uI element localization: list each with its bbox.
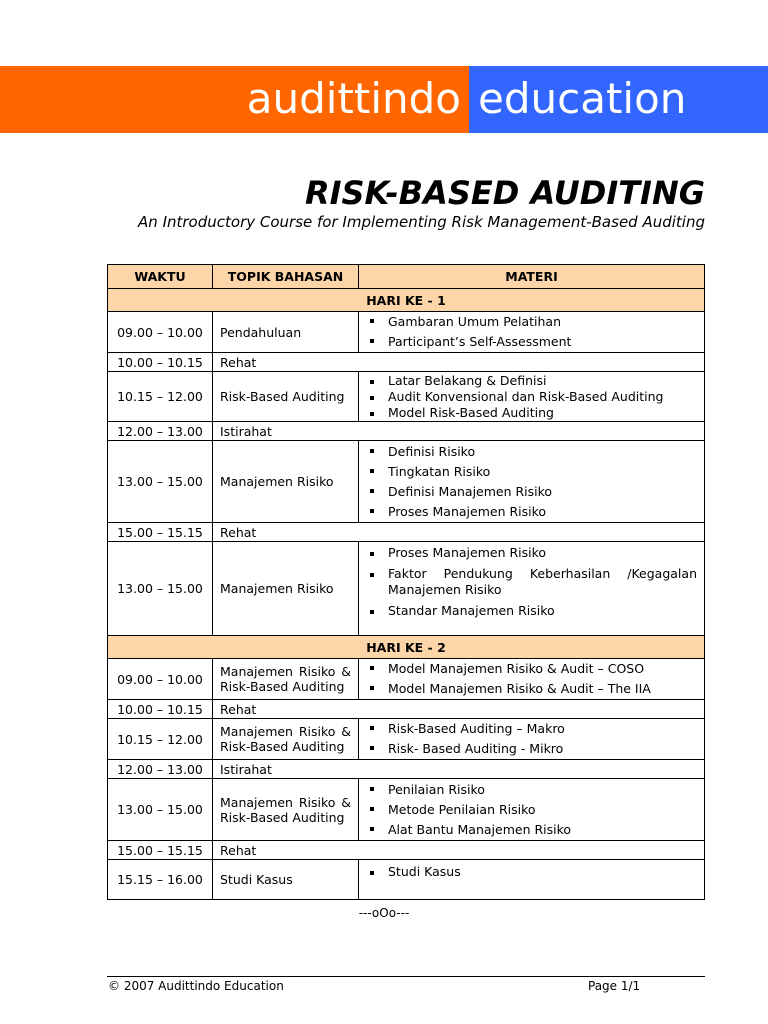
table-row [108,372,705,422]
table-row [108,422,705,441]
topic-cell: Pendahuluan [213,312,359,353]
table-row [108,523,705,542]
time-cell: 09.00 – 10.00 [108,659,213,700]
topic-cell: Rehat [213,523,705,542]
time-cell: 13.00 – 15.00 [108,542,213,636]
column-header-waktu: WAKTU [108,265,213,289]
topic-cell: Rehat [213,353,705,372]
materi-cell [359,860,705,900]
time-cell: 13.00 – 15.00 [108,441,213,523]
topic-cell: Manajemen Risiko & Risk-Based Auditing [213,659,359,700]
materi-item: Risk- Based Auditing - Mikro [366,739,697,759]
table-row [108,353,705,372]
time-cell: 10.00 – 10.15 [108,353,213,372]
topic-cell: Rehat [213,700,705,719]
time-cell: 10.15 – 12.00 [108,372,213,422]
time-cell: 10.15 – 12.00 [108,719,213,760]
topic-cell: Studi Kasus [213,860,359,900]
table-row [108,841,705,860]
brand-name-right: education [478,74,687,123]
materi-cell [359,542,705,636]
materi-item: Penilaian Risiko [366,780,697,800]
materi-item: Definisi Risiko [366,442,697,462]
table-row [108,542,705,636]
materi-item: Risk-Based Auditing – Makro [366,719,697,739]
time-cell: 10.00 – 10.15 [108,700,213,719]
materi-item: Definisi Manajemen Risiko [366,482,697,502]
materi-item: Model Risk-Based Auditing [366,405,697,421]
table-row [108,860,705,900]
materi-item: Proses Manajemen Risiko [366,545,697,561]
table-row [108,441,705,523]
materi-item: Participant’s Self-Assessment [366,332,697,352]
topic-cell: Manajemen Risiko & Risk-Based Auditing [213,779,359,841]
topic-cell: Manajemen Risiko [213,441,359,523]
topic-cell: Manajemen Risiko [213,542,359,636]
table-row [108,779,705,841]
materi-cell [359,779,705,841]
day-1-header: HARI KE - 1 [108,289,705,312]
materi-item: Metode Penilaian Risiko [366,800,697,820]
time-cell: 13.00 – 15.00 [108,779,213,841]
time-cell: 12.00 – 13.00 [108,760,213,779]
time-cell: 09.00 – 10.00 [108,312,213,353]
column-header-topik: TOPIK BAHASAN [213,265,359,289]
document-title: RISK-BASED AUDITING [304,174,705,212]
materi-item: Gambaran Umum Pelatihan [366,312,697,332]
materi-cell [359,659,705,700]
time-cell: 15.00 – 15.15 [108,841,213,860]
materi-item: Alat Bantu Manajemen Risiko [366,820,697,840]
topic-cell: Istirahat [213,760,705,779]
footer-divider [107,976,705,977]
materi-item: Latar Belakang & Definisi [366,373,697,389]
table-row [108,700,705,719]
materi-item: Proses Manajemen Risiko [366,502,697,522]
schedule-table [107,264,705,900]
end-mark: ---oOo--- [358,906,410,920]
materi-item: Model Manajemen Risiko & Audit – The IIA [366,679,697,699]
table-row [108,760,705,779]
brand-name-left: audittindo [246,74,461,123]
materi-item: Studi Kasus [366,864,697,880]
time-cell: 15.00 – 15.15 [108,523,213,542]
document-subtitle: An Introductory Course for Implementing Risk Management-Based Auditing [138,213,705,231]
time-cell: 12.00 – 13.00 [108,422,213,441]
topic-cell: Istirahat [213,422,705,441]
time-cell: 15.15 – 16.00 [108,860,213,900]
materi-item: Faktor Pendukung Keberhasilan /Kegagalan Manajemen Risiko [366,566,697,598]
materi-item: Standar Manajemen Risiko [366,603,697,619]
table-row [108,659,705,700]
topic-cell: Risk-Based Auditing [213,372,359,422]
table-header-row [108,265,705,289]
materi-item: Audit Konvensional dan Risk-Based Auditing [366,389,697,405]
topic-cell: Rehat [213,841,705,860]
table-row [108,719,705,760]
materi-cell [359,372,705,422]
footer-page-number: Page 1/1 [588,979,641,993]
topic-cell: Manajemen Risiko & Risk-Based Auditing [213,719,359,760]
table-row [108,312,705,353]
materi-cell [359,312,705,353]
footer-copyright: © 2007 Audittindo Education [108,979,284,993]
materi-cell [359,441,705,523]
brand-banner [0,66,768,133]
materi-item: Tingkatan Risiko [366,462,697,482]
day-2-header: HARI KE - 2 [108,636,705,659]
materi-cell [359,719,705,760]
column-header-materi: MATERI [359,265,705,289]
materi-item: Model Manajemen Risiko & Audit – COSO [366,659,697,679]
